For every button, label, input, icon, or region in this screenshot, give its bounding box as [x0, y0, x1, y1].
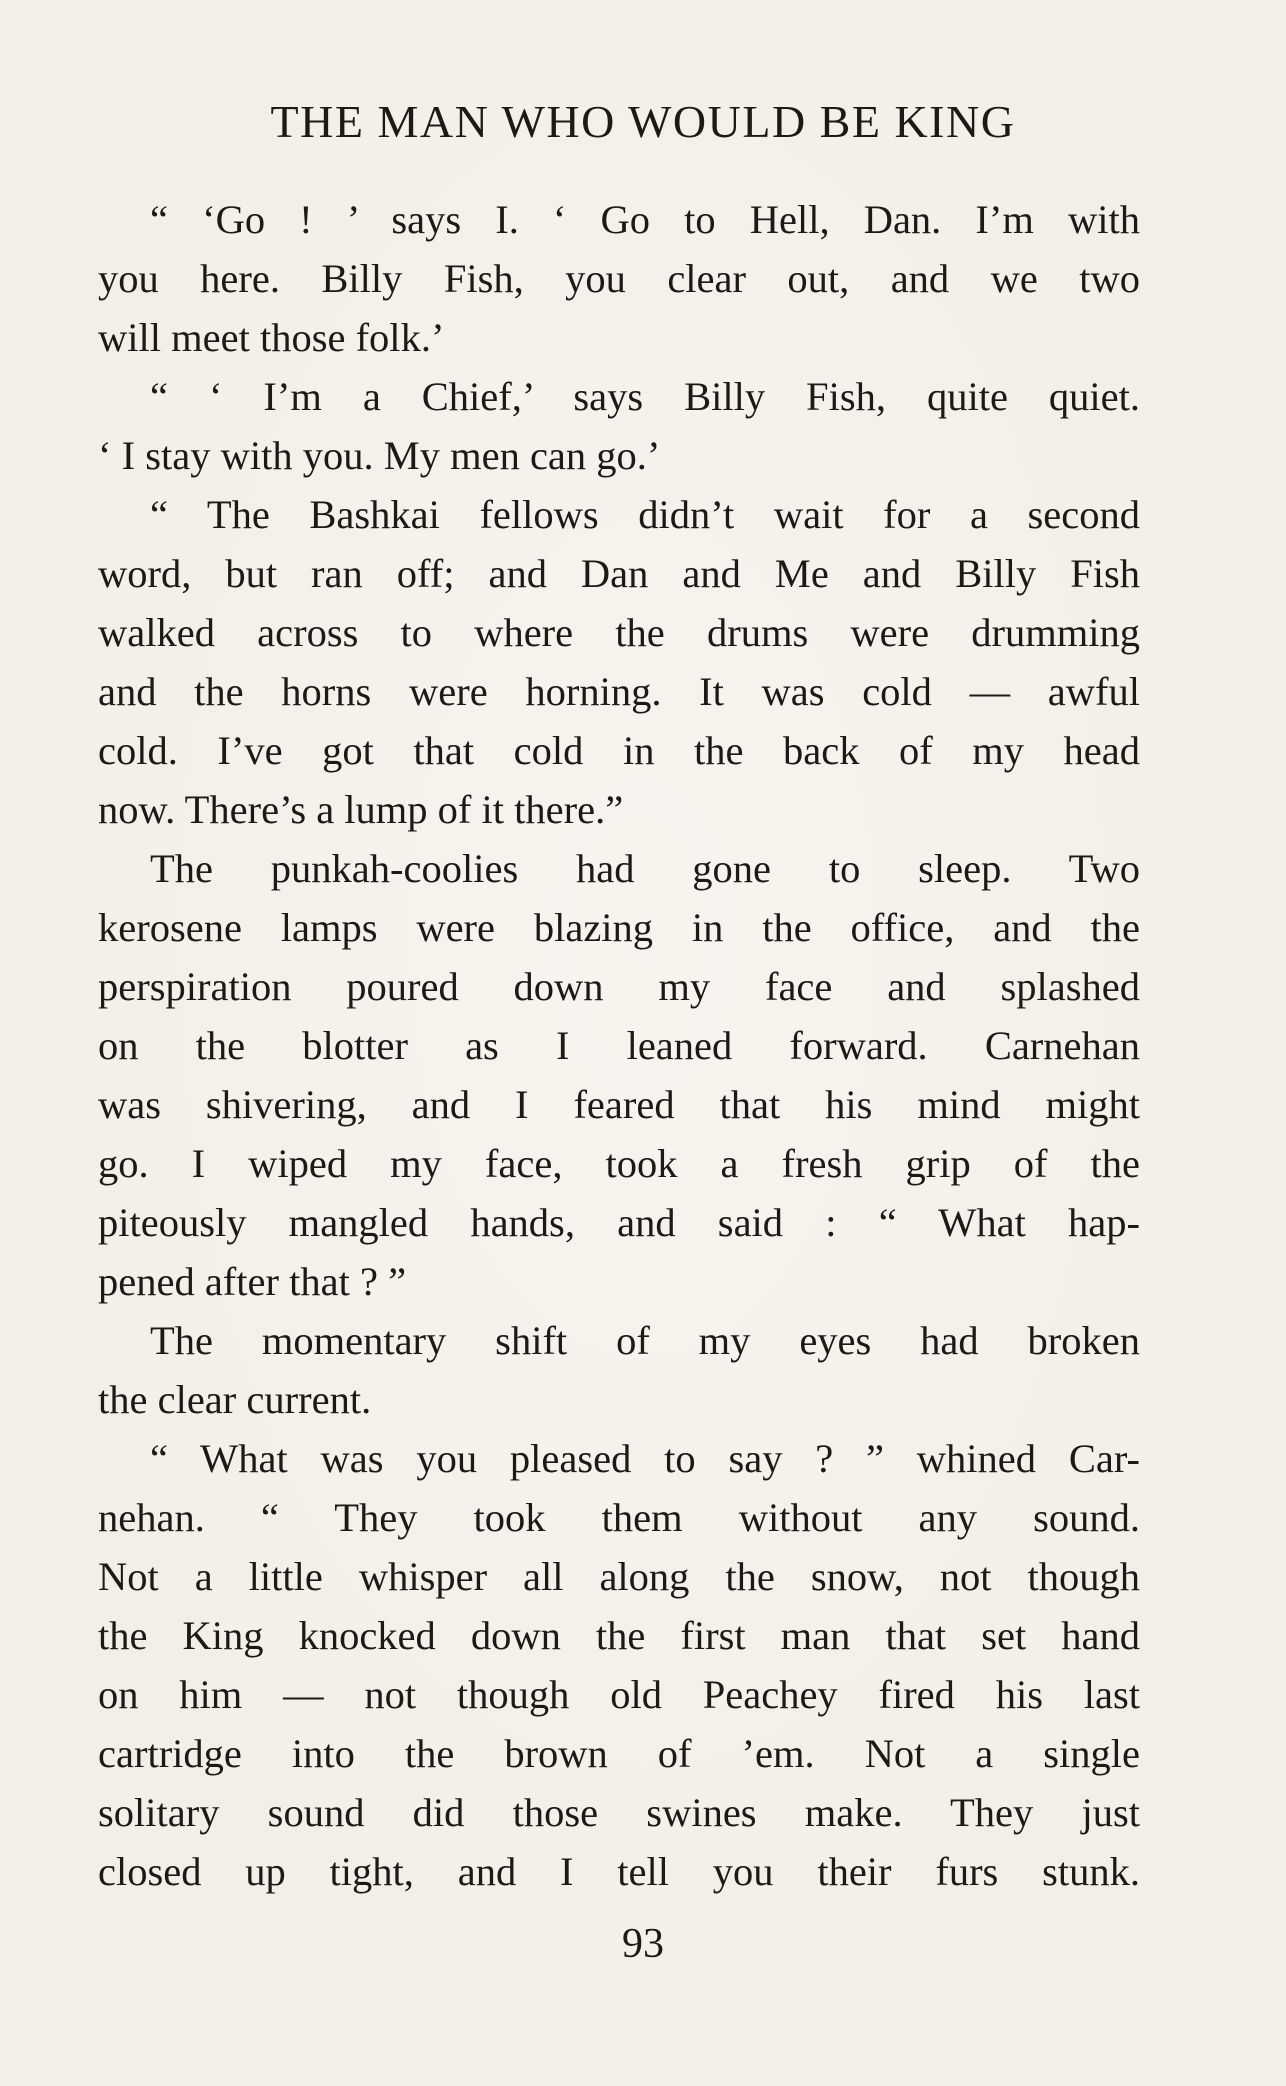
text-line: pened after that ? ” [98, 1259, 407, 1304]
text-line: perspiration poured down my face and splashed [98, 964, 1140, 1009]
text-line: on him — not though old Peachey fired his last [98, 1672, 1140, 1717]
text-line: nehan. “ They took them without any sound. [98, 1495, 1140, 1540]
text-line: will meet those folk.’ [98, 315, 445, 360]
text-line: cartridge into the brown of ’em. Not a single [98, 1731, 1140, 1776]
text-line: the King knocked down the first man that set hand [98, 1613, 1140, 1658]
text-line: ‘ I stay with you. My men can go.’ [98, 433, 661, 478]
text-line: word, but ran off; and Dan and Me and Billy Fish [98, 551, 1140, 596]
text-line: now. There’s a lump of it there.” [98, 787, 624, 832]
text-line: “ The Bashkai fellows didn’t wait for a second [150, 492, 1140, 537]
text-line: walked across to where the drums were drumming [98, 610, 1140, 655]
text-line: The punkah-coolies had gone to sleep. Two [150, 846, 1140, 891]
text-line: go. I wiped my face, took a fresh grip of the [98, 1141, 1140, 1186]
text-line: you here. Billy Fish, you clear out, and we two [98, 256, 1140, 301]
text-line: Not a little whisper all along the snow, not though [98, 1554, 1140, 1599]
text-line: cold. I’ve got that cold in the back of my head [98, 728, 1140, 773]
text-line: “ ‘Go ! ’ says I. ‘ Go to Hell, Dan. I’m with [150, 197, 1140, 242]
page-number: 93 [622, 1921, 664, 1967]
text-line: was shivering, and I feared that his mind might [98, 1082, 1140, 1127]
text-line: “ What was you pleased to say ? ” whined Car- [150, 1436, 1140, 1481]
text-line: “ ‘ I’m a Chief,’ says Billy Fish, quite quiet. [150, 374, 1140, 419]
text-line: on the blotter as I leaned forward. Carnehan [98, 1023, 1140, 1068]
text-line: solitary sound did those swines make. They just [98, 1790, 1140, 1835]
text-line: The momentary shift of my eyes had broken [150, 1318, 1140, 1363]
text-line: piteously mangled hands, and said : “ What hap- [98, 1200, 1140, 1245]
running-head: THE MAN WHO WOULD BE KING [270, 96, 1016, 147]
text-line: kerosene lamps were blazing in the office, and the [98, 905, 1140, 950]
text-line: the clear current. [98, 1377, 372, 1422]
text-line: and the horns were horning. It was cold — awful [98, 669, 1140, 714]
text-line: closed up tight, and I tell you their furs stunk. [98, 1849, 1140, 1894]
body-text [98, 190, 1140, 1901]
